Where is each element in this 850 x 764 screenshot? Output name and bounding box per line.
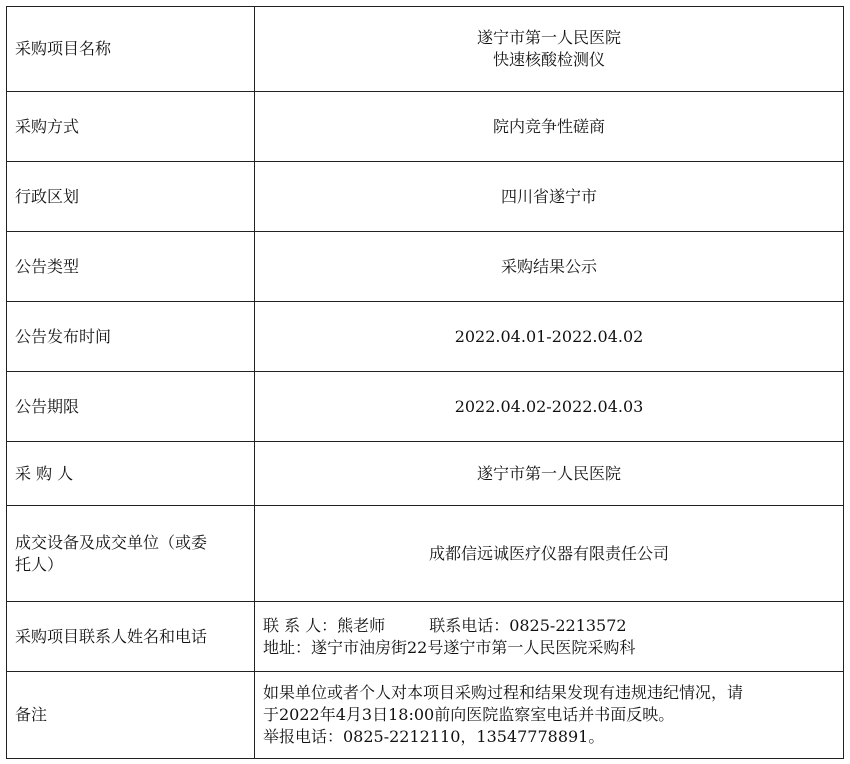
winner-value: 成都信远诚医疗仪器有限责任公司 bbox=[255, 506, 844, 602]
project-name-value bbox=[255, 7, 844, 92]
method-label: 采购方式 bbox=[7, 92, 255, 162]
contact-phone: 联系电话：0825-2213572 bbox=[429, 615, 627, 635]
purchaser-value: 遂宁市第一人民医院 bbox=[255, 442, 844, 506]
project-name-label: 采购项目名称 bbox=[7, 7, 255, 92]
publish-time-value: 2022.04.01-2022.04.02 bbox=[255, 302, 844, 372]
publish-time-label: 公告发布时间 bbox=[7, 302, 255, 372]
remarks-line-1: 如果单位或者个人对本项目采购过程和结果发现有违规违纪情况，请 bbox=[263, 683, 744, 702]
row-contact bbox=[7, 602, 844, 672]
row-purchaser bbox=[7, 442, 844, 506]
purchaser-label: 采 购 人 bbox=[7, 442, 255, 506]
row-notice-type bbox=[7, 232, 844, 302]
row-region bbox=[7, 162, 844, 232]
row-project-name bbox=[7, 7, 844, 92]
remarks-line-3: 举报电话：0825-2212110，13547778891。 bbox=[263, 727, 605, 746]
procurement-result-table bbox=[6, 6, 844, 759]
region-label: 行政区划 bbox=[7, 162, 255, 232]
period-label: 公告期限 bbox=[7, 372, 255, 442]
period-value: 2022.04.02-2022.04.03 bbox=[255, 372, 844, 442]
project-name-line-2: 快速核酸检测仪 bbox=[492, 50, 605, 69]
winner-label bbox=[7, 506, 255, 602]
remarks-value bbox=[255, 672, 844, 759]
row-period bbox=[7, 372, 844, 442]
contact-line-1 bbox=[263, 615, 835, 637]
row-method bbox=[7, 92, 844, 162]
winner-label-line-2: 托人） bbox=[15, 554, 64, 574]
row-publish-time bbox=[7, 302, 844, 372]
row-winner bbox=[7, 506, 844, 602]
contact-person: 联 系 人：熊老师 bbox=[263, 615, 386, 635]
region-value: 四川省遂宁市 bbox=[255, 162, 844, 232]
project-name-line-1: 遂宁市第一人民医院 bbox=[476, 28, 621, 47]
contact-address: 地址：遂宁市油房街22号遂宁市第一人民医院采购科 bbox=[263, 637, 636, 657]
notice-type-label: 公告类型 bbox=[7, 232, 255, 302]
contact-value bbox=[255, 602, 844, 672]
method-value: 院内竞争性磋商 bbox=[255, 92, 844, 162]
remarks-line-2: 于2022年4月3日18:00前向医院监察室电话并书面反映。 bbox=[263, 705, 675, 724]
contact-label: 采购项目联系人姓名和电话 bbox=[7, 602, 255, 672]
remarks-label: 备注 bbox=[7, 672, 255, 759]
notice-type-value: 采购结果公示 bbox=[255, 232, 844, 302]
winner-label-line-1: 成交设备及成交单位（或委 bbox=[15, 532, 208, 552]
row-remarks bbox=[7, 672, 844, 759]
